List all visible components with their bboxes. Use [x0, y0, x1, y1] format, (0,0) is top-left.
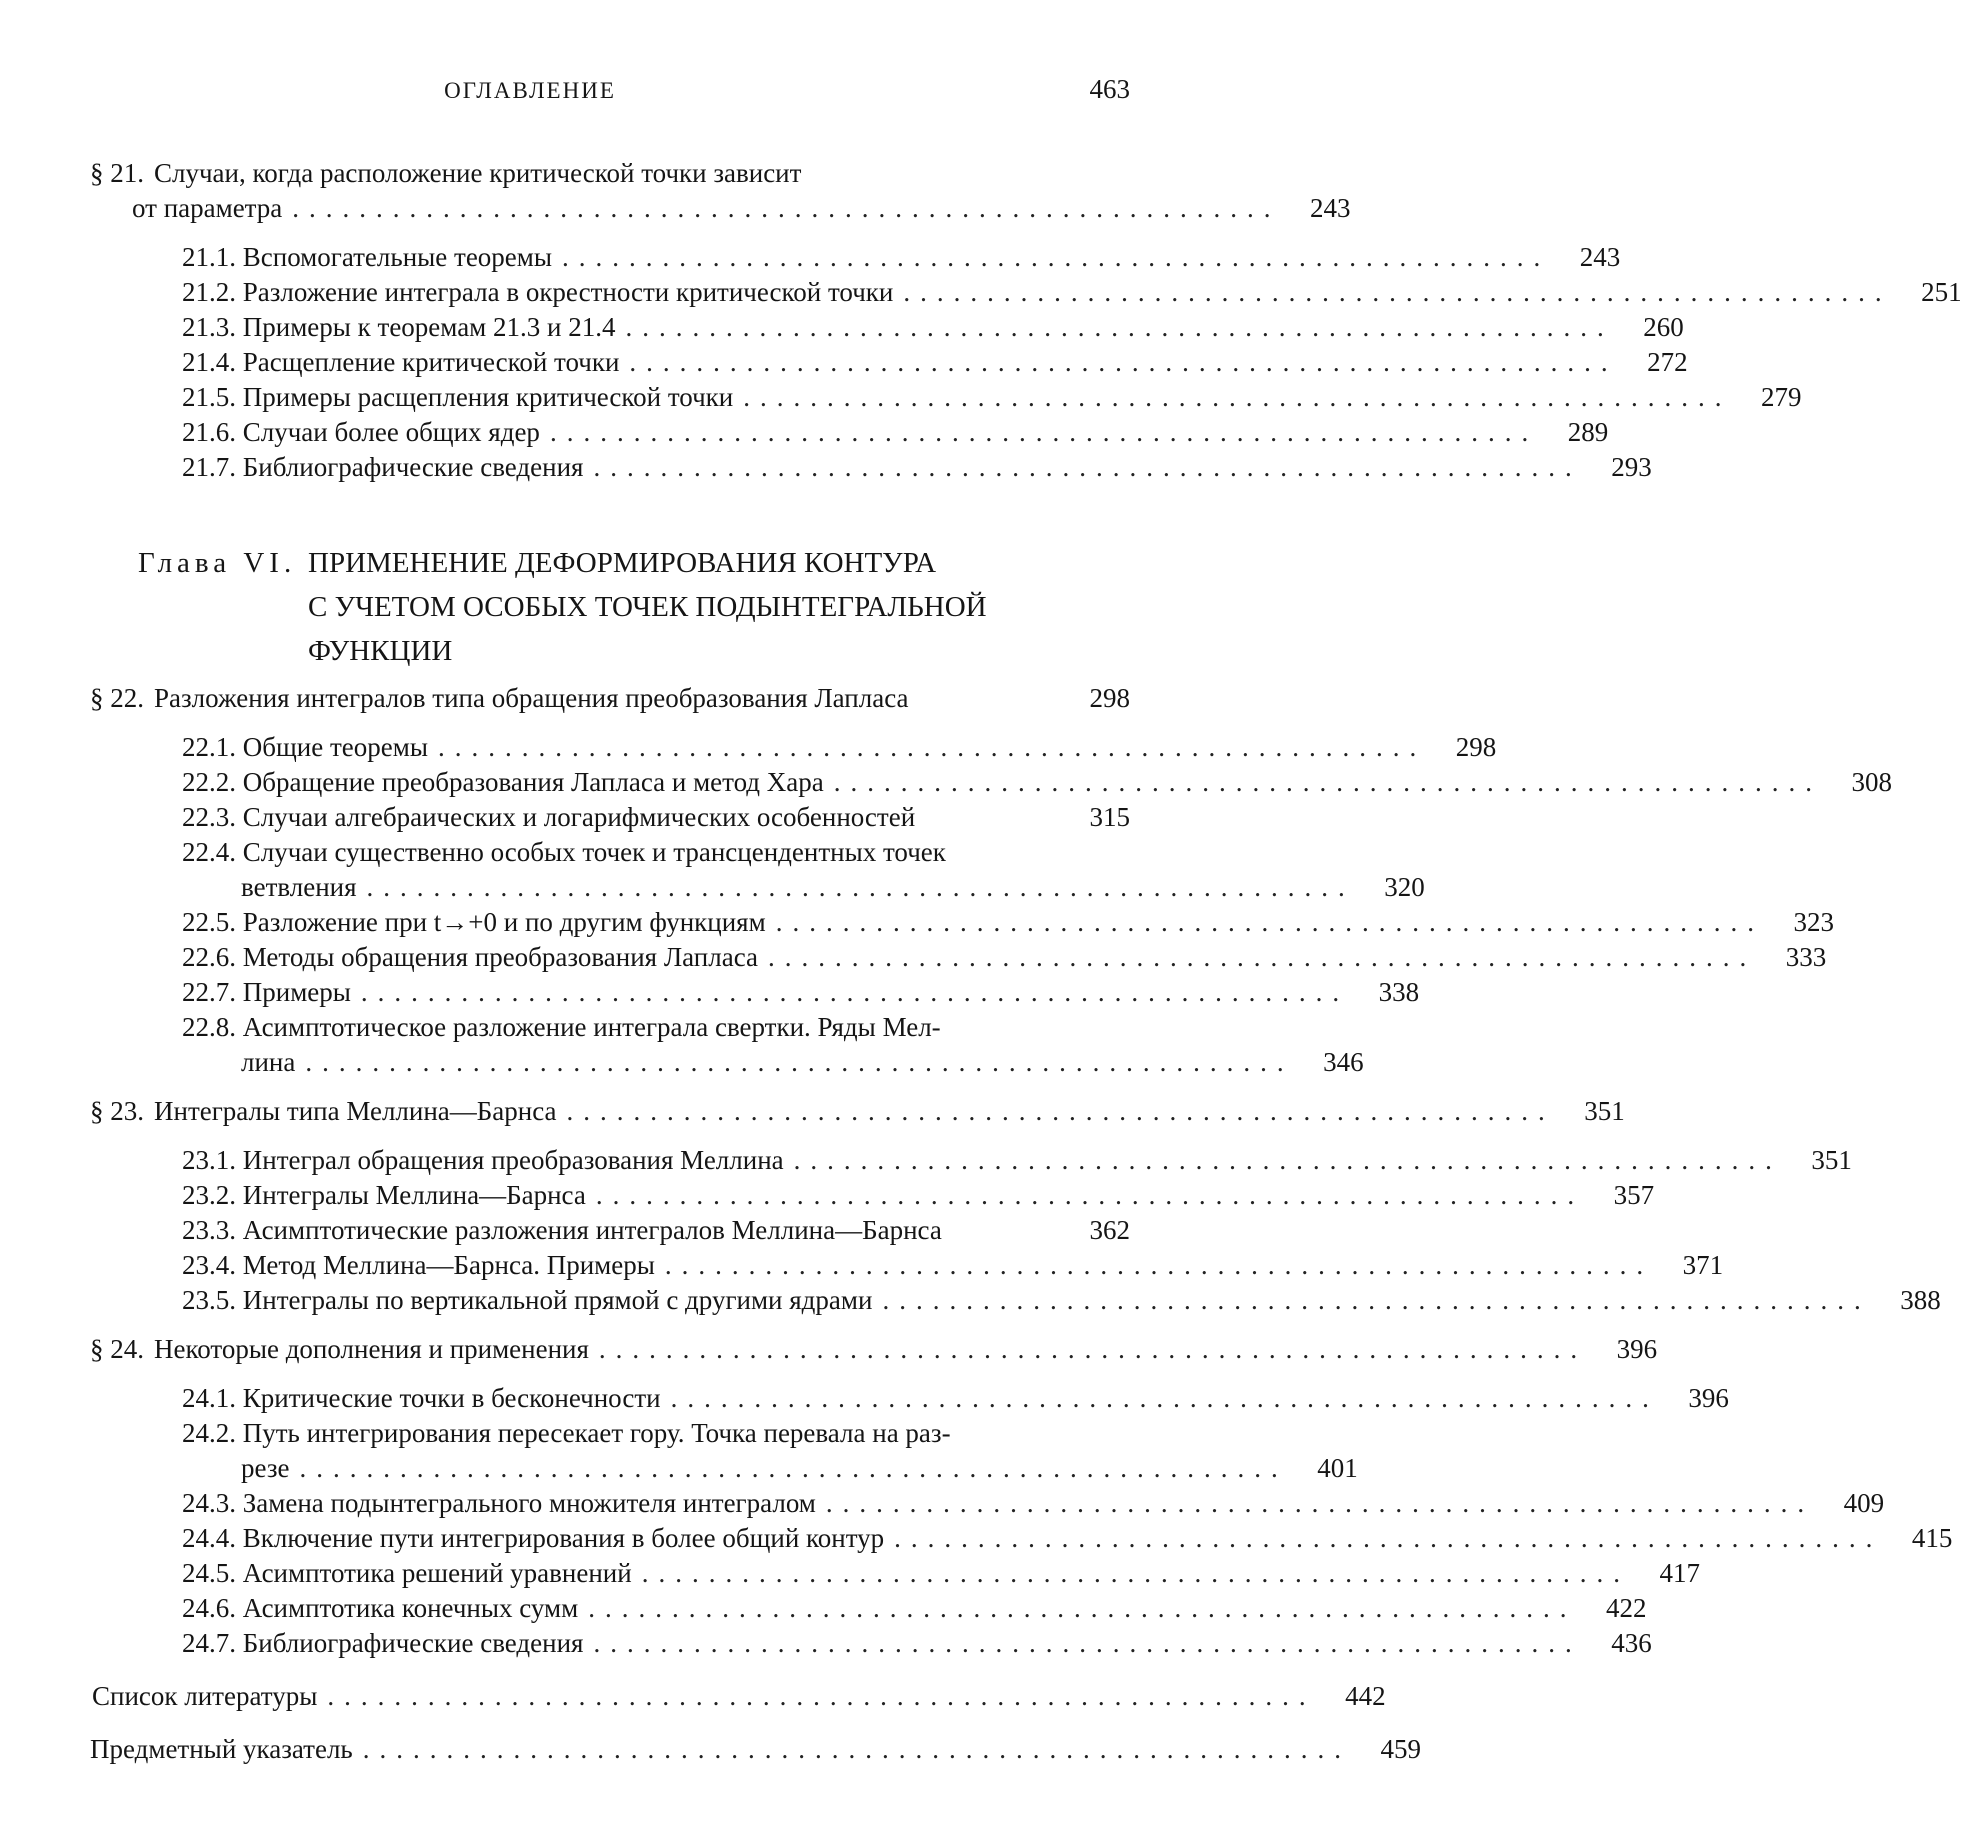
section-title-line: от параметра	[132, 191, 282, 226]
toc-item-24-7	[182, 1626, 1130, 1661]
page-ref: 243	[1281, 191, 1351, 226]
dot-leader: ...........................................................	[289, 1451, 1287, 1486]
dot-leader: ...........................................................	[583, 450, 1581, 485]
chapter-title-line: ФУНКЦИИ	[308, 629, 1200, 673]
page-ref: 293	[1582, 450, 1652, 485]
toc-item-23-3	[182, 1213, 1130, 1248]
item-title: 21.7. Библиографические сведения	[182, 450, 583, 485]
toc-section-22	[90, 681, 1130, 716]
item-title: 24.3. Замена подынтегрального множителя интегралом	[182, 1486, 816, 1521]
page-ref: 279	[1732, 380, 1802, 415]
page-ref: 333	[1756, 940, 1826, 975]
section-mark: § 24.	[90, 1334, 144, 1364]
toc-item-21-4	[182, 345, 1130, 380]
dot-leader: ...........................................................	[615, 310, 1613, 345]
toc-item-21-7	[182, 450, 1130, 485]
item-title: 21.5. Примеры расщепления критической точки	[182, 380, 733, 415]
toc-item-24-2	[182, 1416, 1130, 1486]
dot-leader: ...........................................................	[586, 1178, 1584, 1213]
toc-item-21-5	[182, 380, 1130, 415]
dot-leader: ...........................................................	[766, 905, 1764, 940]
item-title: Список литературы	[92, 1679, 317, 1714]
page-ref: 357	[1584, 1178, 1654, 1213]
page-ref: 298	[1426, 730, 1496, 765]
dot-leader: ...........................................................	[351, 975, 1349, 1010]
item-title-line: 22.8. Асимптотическое разложение интеграла свертки. Ряды Мел-	[182, 1010, 1130, 1045]
item-title: 23.3. Асимптотические разложения интегралов Меллина—Барнса	[182, 1213, 942, 1248]
item-title: 23.4. Метод Меллина—Барнса. Примеры	[182, 1248, 655, 1283]
toc-item-24-6	[182, 1591, 1130, 1626]
toc-item-23-1	[182, 1143, 1130, 1178]
item-title: 21.3. Примеры к теоремам 21.3 и 21.4	[182, 310, 615, 345]
toc-item-22-8	[182, 1010, 1130, 1080]
item-title: 21.6. Случаи более общих ядер	[182, 415, 540, 450]
page-ref: 338	[1349, 975, 1419, 1010]
page-ref: 401	[1288, 1451, 1358, 1486]
dot-leader: ...........................................................	[428, 730, 1426, 765]
page-ref: 362	[1060, 1213, 1130, 1248]
toc-item-21-3	[182, 310, 1130, 345]
dot-leader: ...........................................................	[353, 1732, 1351, 1767]
item-title: 24.1. Критические точки в бесконечности	[182, 1381, 661, 1416]
item-title-line: ветвления	[241, 870, 357, 905]
page-ref: 459	[1351, 1732, 1421, 1767]
item-title: 23.2. Интегралы Меллина—Барнса	[182, 1178, 586, 1213]
page-ref: 243	[1550, 240, 1620, 275]
dot-leader: ...........................................................	[661, 1381, 1659, 1416]
section-mark: § 21.	[90, 158, 144, 188]
running-title: ОГЛАВЛЕНИЕ	[0, 78, 1060, 104]
page-ref: 422	[1576, 1591, 1646, 1626]
toc-subject-index	[90, 1732, 1130, 1767]
dot-leader: ...........................................................	[540, 415, 1538, 450]
page-ref: 260	[1614, 310, 1684, 345]
page-ref: 346	[1294, 1045, 1364, 1080]
page-ref: 436	[1582, 1626, 1652, 1661]
dot-leader: ...........................................................	[824, 765, 1822, 800]
toc-item-24-4	[182, 1521, 1130, 1556]
item-title: 21.4. Расщепление критической точки	[182, 345, 619, 380]
toc-item-21-6	[182, 415, 1130, 450]
page-ref: 351	[1555, 1094, 1625, 1129]
toc-item-22-4	[182, 835, 1130, 905]
toc-item-22-7	[182, 975, 1130, 1010]
dot-leader: ...........................................................	[357, 870, 1355, 905]
item-title: 22.7. Примеры	[182, 975, 351, 1010]
item-title: 22.6. Методы обращения преобразования Лапласа	[182, 940, 758, 975]
section-mark: § 22.	[90, 683, 144, 713]
toc-item-22-1	[182, 730, 1130, 765]
dot-leader: ...........................................................	[317, 1679, 1315, 1714]
section-mark: § 23.	[90, 1096, 144, 1126]
toc-item-24-5	[182, 1556, 1130, 1591]
page-ref: 396	[1587, 1332, 1657, 1367]
item-title: Предметный указатель	[90, 1732, 353, 1767]
item-title-line: лина	[241, 1045, 295, 1080]
page-ref: 371	[1653, 1248, 1723, 1283]
toc-bibliography	[92, 1679, 1132, 1714]
page-ref: 396	[1659, 1381, 1729, 1416]
toc-item-21-1	[182, 240, 1130, 275]
item-title: 21.1. Вспомогательные теоремы	[182, 240, 552, 275]
dot-leader: ...........................................................	[583, 1626, 1581, 1661]
toc-item-24-1	[182, 1381, 1130, 1416]
item-title: 21.2. Разложение интеграла в окрестности критической точки	[182, 275, 893, 310]
dot-leader: ...........................................................	[557, 1094, 1555, 1129]
page-header	[0, 72, 1200, 108]
page-ref: 272	[1618, 345, 1688, 380]
dot-leader: ...........................................................	[872, 1283, 1870, 1318]
section-title: Разложения интегралов типа обращения преобразования Лапласа	[154, 683, 909, 713]
dot-leader: ...........................................................	[884, 1521, 1882, 1556]
page-ref: 409	[1814, 1486, 1884, 1521]
item-title: 24.6. Асимптотика конечных сумм	[182, 1591, 578, 1626]
dot-leader: ...........................................................	[295, 1045, 1293, 1080]
page-ref: 308	[1822, 765, 1892, 800]
dot-leader: ...........................................................	[619, 345, 1617, 380]
dot-leader: ...........................................................	[816, 1486, 1814, 1521]
dot-leader: ...........................................................	[893, 275, 1891, 310]
dot-leader: ...........................................................	[589, 1332, 1587, 1367]
item-title: 24.4. Включение пути интегрирования в более общий контур	[182, 1521, 884, 1556]
toc-item-24-3	[182, 1486, 1130, 1521]
chapter-label: Глава VI.	[138, 541, 296, 585]
dot-leader: ...........................................................	[632, 1556, 1630, 1591]
toc-item-22-3	[182, 800, 1130, 835]
dot-leader: ...........................................................	[784, 1143, 1782, 1178]
table-of-contents	[0, 150, 1200, 1767]
item-title: 22.3. Случаи алгебраических и логарифмических особенностей	[182, 800, 915, 835]
page-ref: 289	[1538, 415, 1608, 450]
chapter-heading	[0, 541, 1200, 673]
chapter-title-line: С УЧЕТОМ ОСОБЫХ ТОЧЕК ПОДЫНТЕГРАЛЬНОЙ	[308, 585, 1200, 629]
item-title: 23.1. Интеграл обращения преобразования Меллина	[182, 1143, 784, 1178]
item-title: 23.5. Интегралы по вертикальной прямой с другими ядрами	[182, 1283, 872, 1318]
toc-section-21	[90, 156, 1130, 226]
dot-leader: ...........................................................	[552, 240, 1550, 275]
toc-item-22-2	[182, 765, 1130, 800]
page-ref: 417	[1630, 1556, 1700, 1591]
item-title: 22.2. Обращение преобразования Лапласа и метод Хара	[182, 765, 824, 800]
section-title: Некоторые дополнения и применения	[154, 1334, 589, 1364]
dot-leader: ...........................................................	[655, 1248, 1653, 1283]
page-ref: 323	[1764, 905, 1834, 940]
toc-section-23	[90, 1094, 1130, 1129]
toc-section-24	[90, 1332, 1130, 1367]
page-ref: 442	[1316, 1679, 1386, 1714]
toc-item-22-6	[182, 940, 1130, 975]
item-title-line: 22.4. Случаи существенно особых точек и трансцендентных точек	[182, 835, 1130, 870]
toc-item-22-5	[182, 905, 1130, 940]
dot-leader: ...........................................................	[733, 380, 1731, 415]
book-page	[0, 0, 1200, 1825]
toc-item-23-5	[182, 1283, 1130, 1318]
page-ref: 298	[1060, 681, 1130, 716]
item-title: 24.7. Библиографические сведения	[182, 1626, 583, 1661]
dot-leader: ...........................................................	[758, 940, 1756, 975]
toc-item-23-2	[182, 1178, 1130, 1213]
dot-leader: ...........................................................	[282, 191, 1280, 226]
item-title-line: резе	[241, 1451, 289, 1486]
page-ref: 351	[1782, 1143, 1852, 1178]
item-title: 22.5. Разложение при t→+0 и по другим функциям	[182, 905, 766, 940]
item-title: 22.1. Общие теоремы	[182, 730, 428, 765]
page-ref: 320	[1355, 870, 1425, 905]
page-ref: 251	[1892, 275, 1962, 310]
page-ref: 415	[1882, 1521, 1952, 1556]
toc-item-23-4	[182, 1248, 1130, 1283]
section-title: Интегралы типа Меллина—Барнса	[154, 1096, 557, 1126]
page-ref: 315	[1060, 800, 1130, 835]
toc-item-21-2	[182, 275, 1130, 310]
section-title-line: Случаи, когда расположение критической точки зависит	[154, 158, 801, 188]
page-ref: 388	[1871, 1283, 1941, 1318]
item-title: 24.5. Асимптотика решений уравнений	[182, 1556, 632, 1591]
item-title-line: 24.2. Путь интегрирования пересекает гору. Точка перевала на раз-	[182, 1416, 1130, 1451]
chapter-title-line: ПРИМЕНЕНИЕ ДЕФОРМИРОВАНИЯ КОНТУРА	[308, 541, 1200, 585]
page-number: 463	[1090, 74, 1131, 105]
dot-leader: ...........................................................	[578, 1591, 1576, 1626]
